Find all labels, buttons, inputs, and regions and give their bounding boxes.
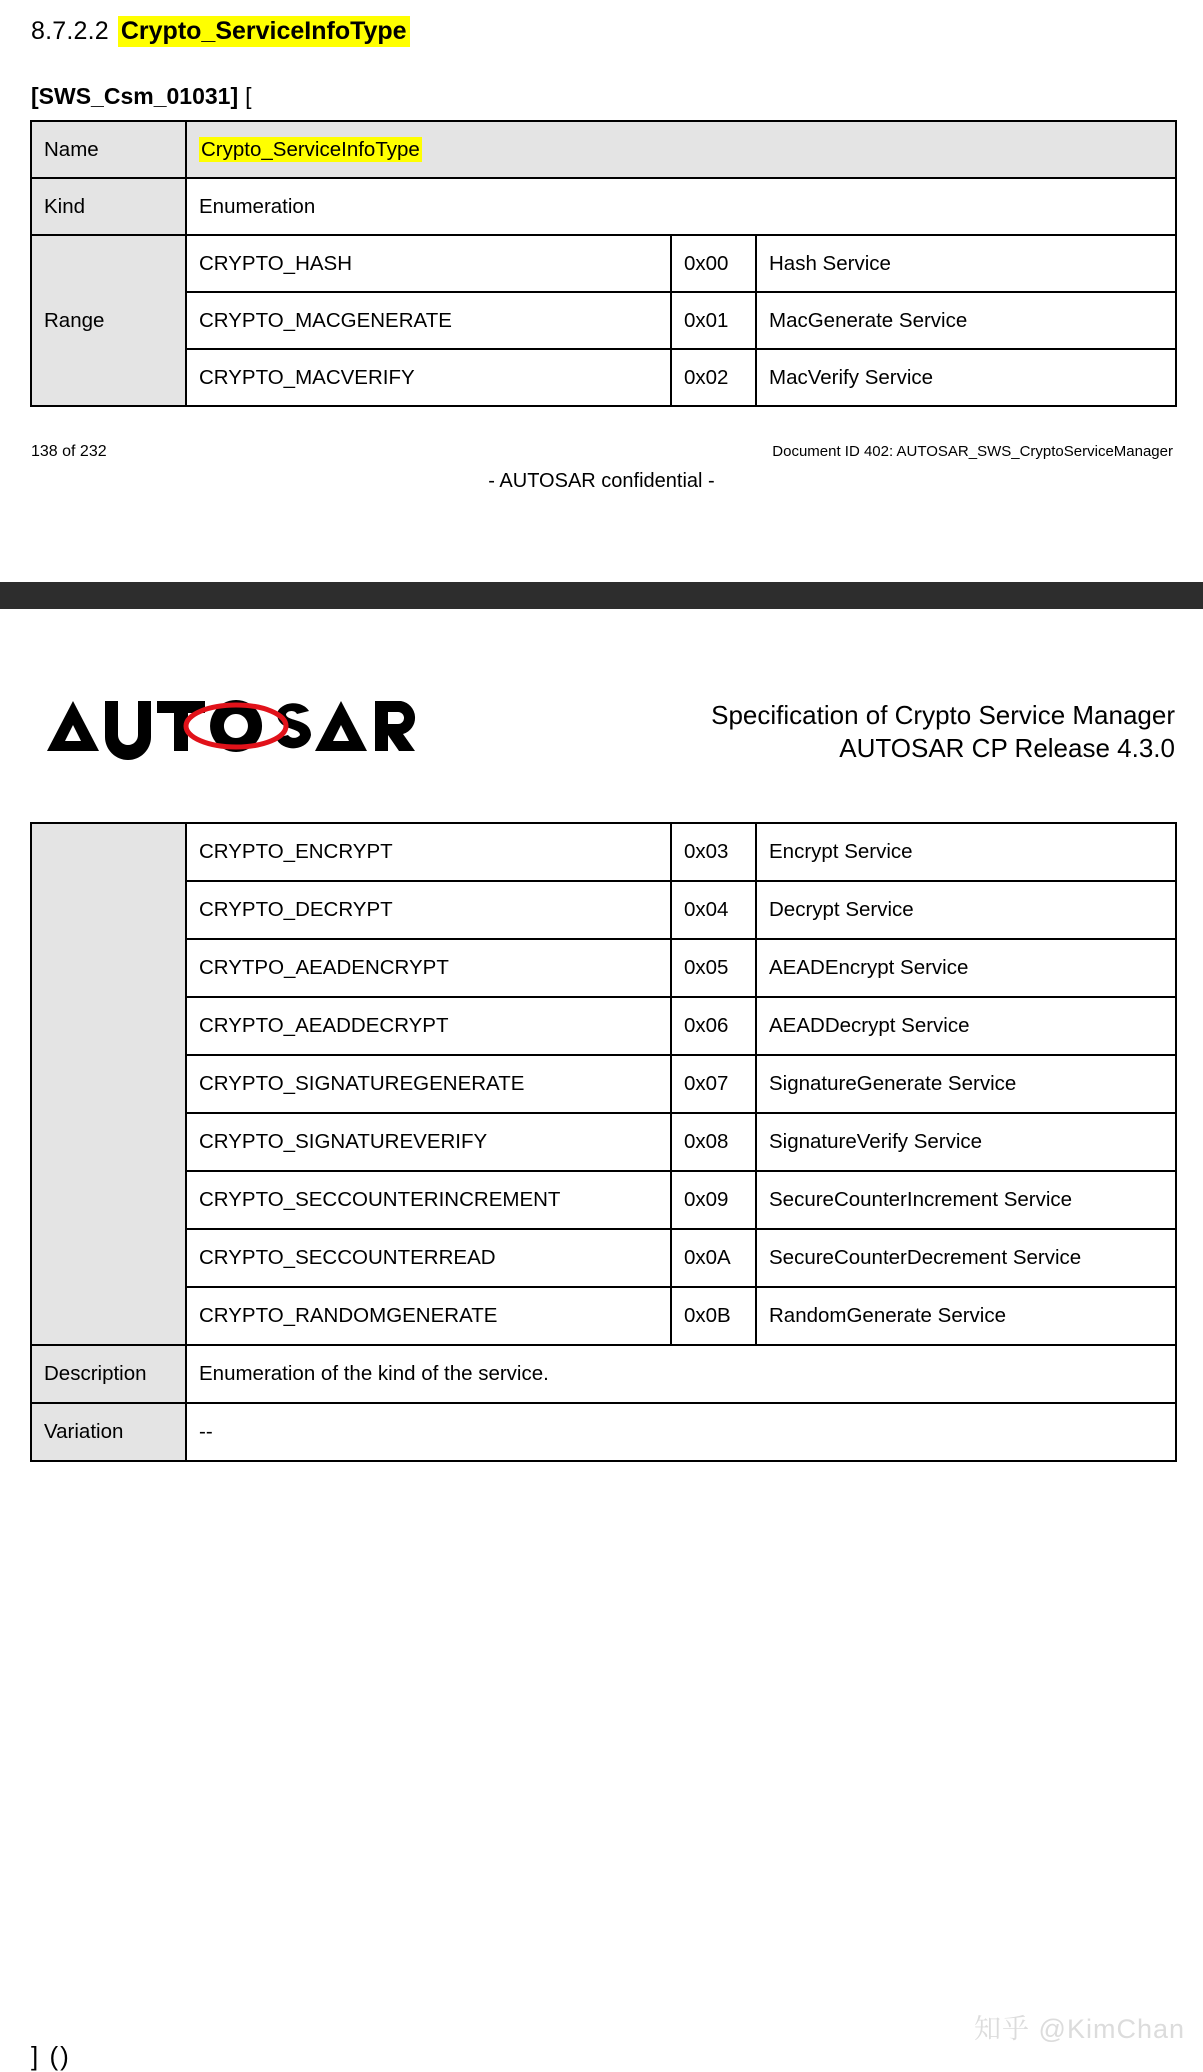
enum-constant-description: RandomGenerate Service <box>756 1287 1176 1345</box>
enum-constant-description: Encrypt Service <box>756 823 1176 881</box>
enum-constant-value: 0x07 <box>671 1055 756 1113</box>
footer-document-id: Document ID 402: AUTOSAR_SWS_CryptoServiceManager <box>772 443 1173 460</box>
table-row <box>31 235 1176 292</box>
footer-confidential-notice: - AUTOSAR confidential - <box>488 470 715 492</box>
enum-constant-description: SecureCounterDecrement Service <box>756 1229 1176 1287</box>
enum-constant-name: CRYPTO_SIGNATUREVERIFY <box>186 1113 671 1171</box>
requirement-id: [SWS_Csm_01031] <box>31 83 239 109</box>
document-page-2 <box>0 609 1203 2071</box>
autosar-logo-icon <box>45 695 445 761</box>
requirement-id-line <box>31 83 252 110</box>
enum-constant-value: 0x04 <box>671 881 756 939</box>
spec-table-part-1 <box>30 120 1177 407</box>
table-row <box>31 1171 1176 1229</box>
table-row <box>31 939 1176 997</box>
section-title: Crypto_ServiceInfoType <box>118 16 410 47</box>
table-row <box>31 881 1176 939</box>
table-row <box>31 1287 1176 1345</box>
enum-constant-value: 0x0A <box>671 1229 756 1287</box>
page-separator-band <box>0 582 1203 609</box>
enum-constant-value: 0x08 <box>671 1113 756 1171</box>
enum-constant-description: AEADDecrypt Service <box>756 997 1176 1055</box>
table-row <box>31 1403 1176 1461</box>
enum-constant-description: MacGenerate Service <box>756 292 1176 349</box>
enum-constant-name: CRYPTO_MACGENERATE <box>186 292 671 349</box>
table-row <box>31 1055 1176 1113</box>
enum-constant-name: CRYPTO_SIGNATUREGENERATE <box>186 1055 671 1113</box>
row-value-name <box>186 121 1176 178</box>
enum-constant-description: SignatureVerify Service <box>756 1113 1176 1171</box>
enum-constant-name: CRYPTO_DECRYPT <box>186 881 671 939</box>
table-row <box>31 121 1176 178</box>
row-label-description: Description <box>31 1345 186 1403</box>
enum-constant-name: CRYPTO_MACVERIFY <box>186 349 671 406</box>
enum-constant-name: CRYTPO_AEADENCRYPT <box>186 939 671 997</box>
table-row <box>31 997 1176 1055</box>
document-page-1 <box>0 0 1203 582</box>
row-value-variation: -- <box>186 1403 1176 1461</box>
type-name-highlighted: Crypto_ServiceInfoType <box>201 137 420 161</box>
document-title-line1: Specification of Crypto Service Manager <box>711 700 1175 730</box>
enum-constant-description: SecureCounterIncrement Service <box>756 1171 1176 1229</box>
enum-constant-value: 0x00 <box>671 235 756 292</box>
enum-constant-value: 0x0B <box>671 1287 756 1345</box>
row-label-range-continued <box>31 823 186 1345</box>
row-label-range: Range <box>31 235 186 406</box>
enum-constant-name: CRYPTO_ENCRYPT <box>186 823 671 881</box>
table-row <box>31 1229 1176 1287</box>
enum-constant-name: CRYPTO_HASH <box>186 235 671 292</box>
table-row <box>31 292 1176 349</box>
table-row <box>31 1345 1176 1403</box>
enum-constant-name: CRYPTO_AEADDECRYPT <box>186 997 671 1055</box>
table-row <box>31 823 1176 881</box>
spec-table-part-2 <box>30 822 1177 1462</box>
row-value-kind: Enumeration <box>186 178 1176 235</box>
section-heading <box>31 17 410 46</box>
enum-constant-description: SignatureGenerate Service <box>756 1055 1176 1113</box>
table-row <box>31 1113 1176 1171</box>
enum-constant-name: CRYPTO_RANDOMGENERATE <box>186 1287 671 1345</box>
enum-constant-value: 0x02 <box>671 349 756 406</box>
enum-constant-value: 0x09 <box>671 1171 756 1229</box>
table-row <box>31 178 1176 235</box>
enum-constant-description: Hash Service <box>756 235 1176 292</box>
enum-constant-name: CRYPTO_SECCOUNTERREAD <box>186 1229 671 1287</box>
row-label-variation: Variation <box>31 1403 186 1461</box>
row-label-name: Name <box>31 121 186 178</box>
table-row <box>31 349 1176 406</box>
enum-constant-value: 0x01 <box>671 292 756 349</box>
watermark: 知乎 @KimChan <box>974 2014 1185 2044</box>
enum-constant-name: CRYPTO_SECCOUNTERINCREMENT <box>186 1171 671 1229</box>
section-number: 8.7.2.2 <box>31 17 109 45</box>
enum-constant-description: MacVerify Service <box>756 349 1176 406</box>
autosar-logo <box>45 695 445 761</box>
row-value-description: Enumeration of the kind of the service. <box>186 1345 1176 1403</box>
enum-constant-value: 0x06 <box>671 997 756 1055</box>
row-label-kind: Kind <box>31 178 186 235</box>
enum-constant-description: Decrypt Service <box>756 881 1176 939</box>
closing-bracket: ] () <box>31 2041 71 2071</box>
open-bracket: [ <box>245 83 252 109</box>
document-header <box>711 699 1175 766</box>
document-title-line2: AUTOSAR CP Release 4.3.0 <box>839 733 1175 764</box>
enum-constant-value: 0x03 <box>671 823 756 881</box>
enum-constant-description: AEADEncrypt Service <box>756 939 1176 997</box>
enum-constant-value: 0x05 <box>671 939 756 997</box>
footer-page-number: 138 of 232 <box>31 443 107 460</box>
